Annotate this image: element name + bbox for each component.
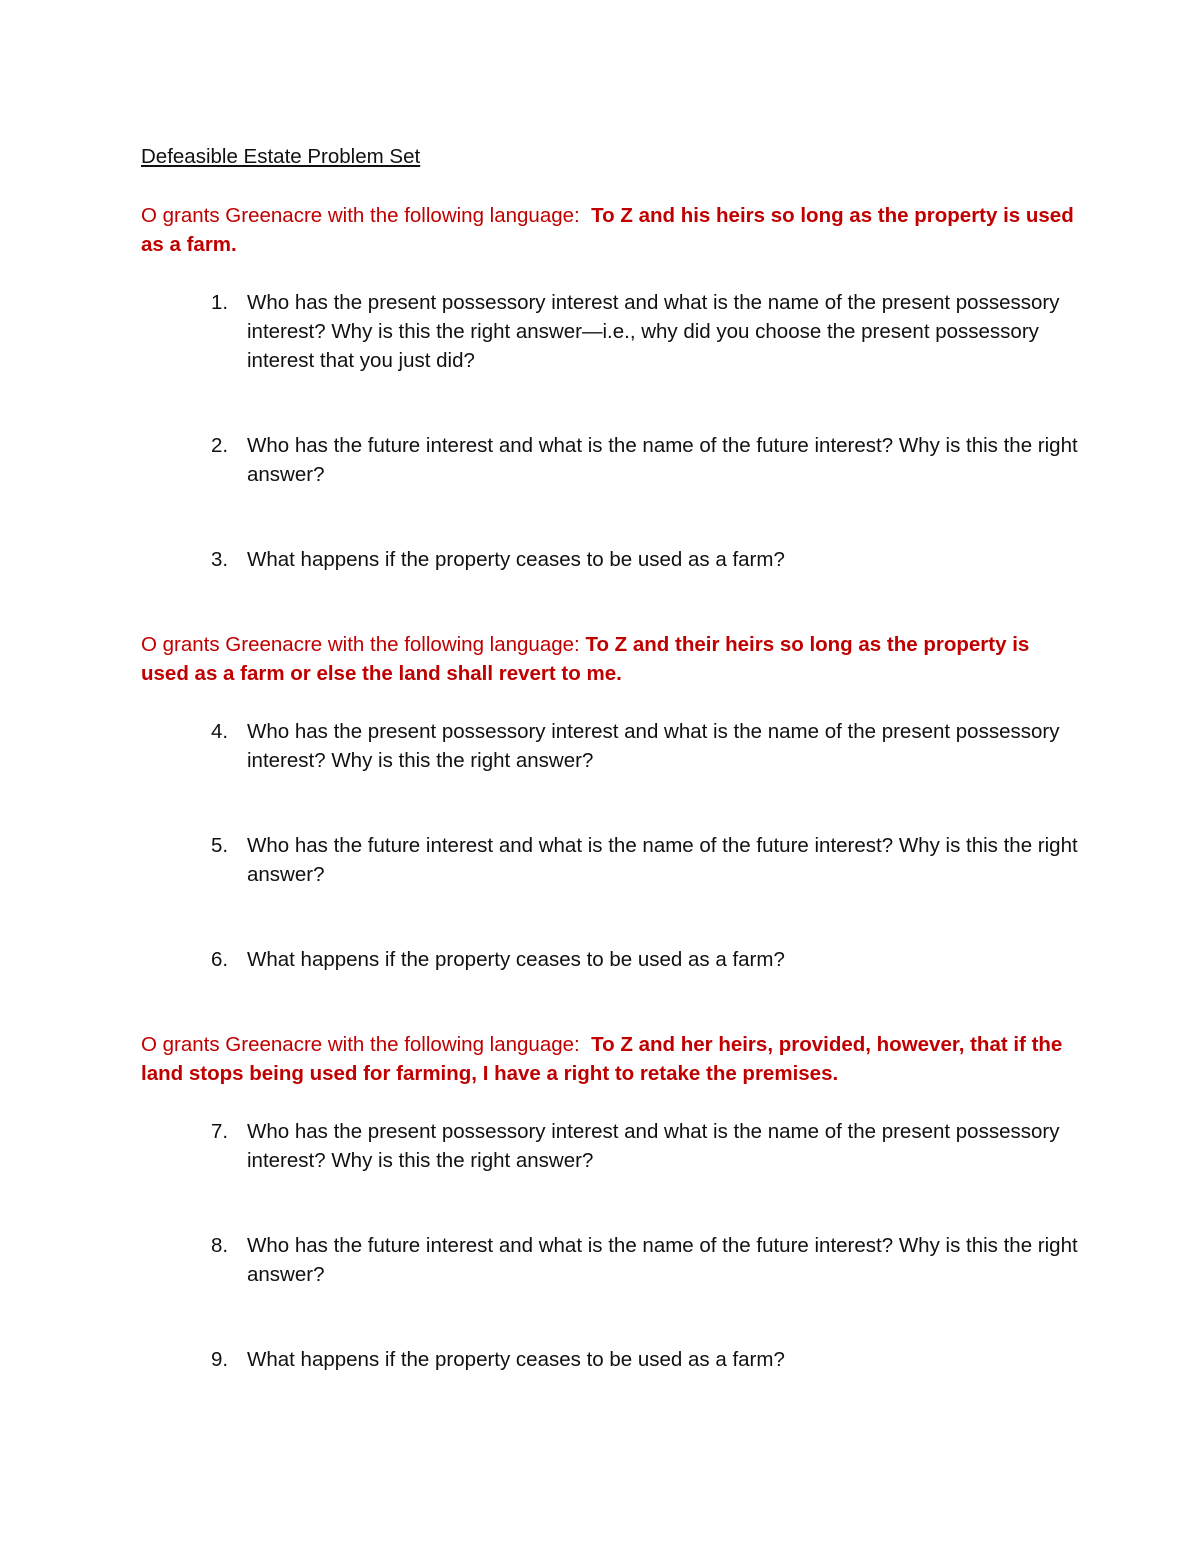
grant-intro: O grants Greenacre with the following language: bbox=[141, 204, 580, 227]
question-3 bbox=[141, 545, 1081, 574]
question-text: Who has the future interest and what is the name of the future interest? Why is this the right answer? bbox=[247, 434, 1078, 486]
grant-intro: O grants Greenacre with the following language: bbox=[141, 1033, 580, 1056]
question-number: 5. bbox=[211, 834, 229, 857]
question-number: 7. bbox=[211, 1120, 229, 1143]
question-number: 4. bbox=[211, 720, 229, 743]
question-text: What happens if the property ceases to be used as a farm? bbox=[247, 1348, 785, 1371]
grant-prompt-3 bbox=[141, 1030, 1081, 1088]
question-text: Who has the future interest and what is the name of the future interest? Why is this the right answer? bbox=[247, 1234, 1078, 1286]
grant-intro: O grants Greenacre with the following language: bbox=[141, 633, 580, 656]
question-text: Who has the future interest and what is the name of the future interest? Why is this the right answer? bbox=[247, 834, 1078, 886]
document-title: Defeasible Estate Problem Set bbox=[141, 145, 421, 168]
question-list bbox=[141, 717, 1081, 974]
grant-language: To Z and her heirs, provided, however, that if the land stops being used for farming, I have a right to retake the premises. bbox=[141, 1033, 1063, 1085]
question-text: What happens if the property ceases to be used as a farm? bbox=[247, 548, 785, 571]
grant-prompt-2 bbox=[141, 630, 1081, 688]
grant-language: To Z and his heirs so long as the property is used as a farm. bbox=[141, 204, 1074, 256]
question-text: What happens if the property ceases to be used as a farm? bbox=[247, 948, 785, 971]
grant-prompt-1 bbox=[141, 201, 1081, 259]
question-4 bbox=[141, 717, 1081, 775]
question-text: Who has the present possessory interest and what is the name of the present possessory interest? Why is this the right answer? bbox=[247, 1120, 1060, 1172]
question-1 bbox=[141, 288, 1081, 375]
question-7 bbox=[141, 1117, 1081, 1175]
question-number: 9. bbox=[211, 1348, 229, 1371]
question-6 bbox=[141, 945, 1081, 974]
question-2 bbox=[141, 431, 1081, 489]
question-number: 3. bbox=[211, 548, 229, 571]
question-number: 6. bbox=[211, 948, 229, 971]
question-list bbox=[141, 288, 1081, 574]
question-text: Who has the present possessory interest and what is the name of the present possessory interest? Why is this the right answer? bbox=[247, 720, 1060, 772]
question-9 bbox=[141, 1345, 1081, 1374]
document-body bbox=[141, 143, 1081, 1374]
question-number: 2. bbox=[211, 434, 229, 457]
question-list bbox=[141, 1117, 1081, 1374]
question-8 bbox=[141, 1231, 1081, 1289]
question-number: 1. bbox=[211, 291, 229, 314]
grant-language: To Z and their heirs so long as the property is used as a farm or else the land shall revert to me. bbox=[141, 633, 1030, 685]
question-number: 8. bbox=[211, 1234, 229, 1257]
question-5 bbox=[141, 831, 1081, 889]
question-text: Who has the present possessory interest and what is the name of the present possessory interest? Why is this the right answer—i.e., why did you choose the present possessory interest that you just did? bbox=[247, 291, 1060, 372]
